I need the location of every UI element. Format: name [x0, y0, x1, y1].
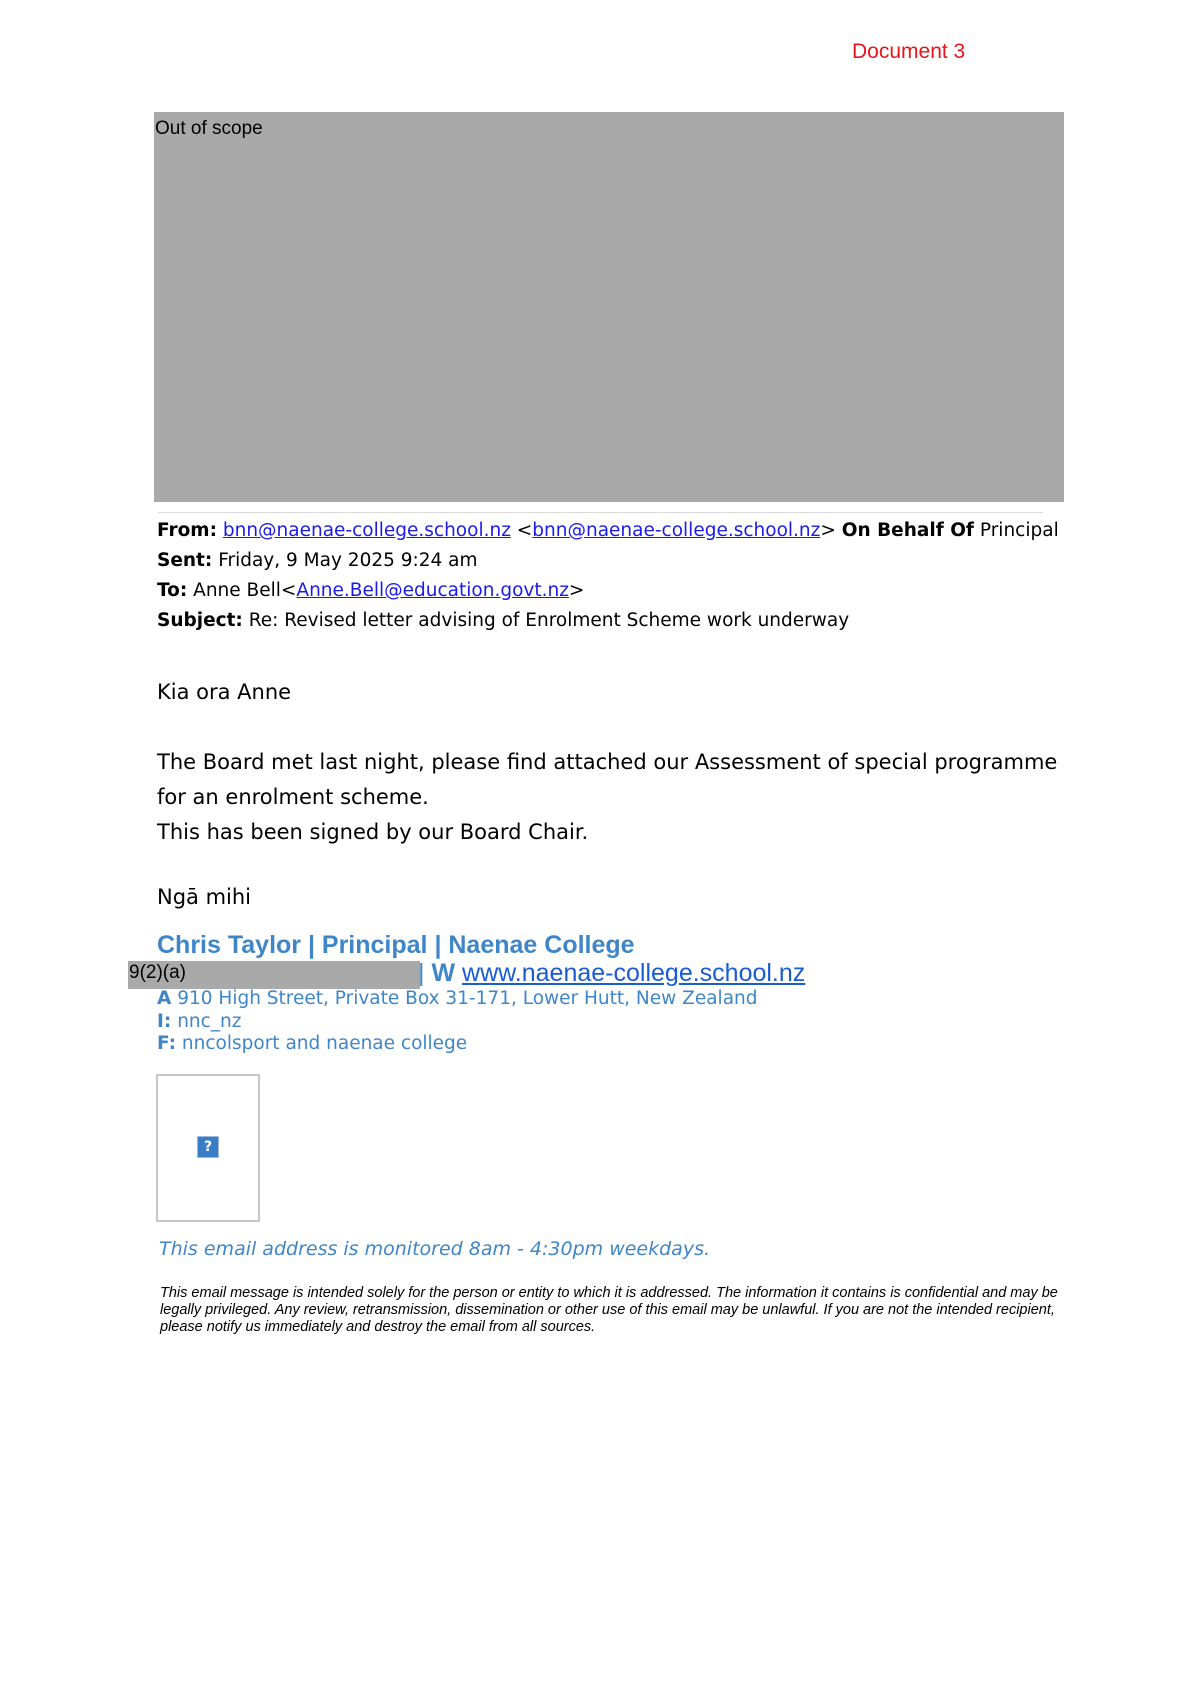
subject-label: Subject: [157, 610, 243, 631]
website-link[interactable]: www.naenae-college.school.nz [462, 959, 806, 987]
broken-image-question-icon: ? [197, 1136, 219, 1158]
header-divider [158, 512, 1043, 513]
from-email-link[interactable]: bnn@naenae-college.school.nz [222, 520, 511, 541]
address-line [157, 988, 758, 1010]
facebook-line [157, 1033, 467, 1055]
address-label: A [157, 988, 172, 1009]
web-label: W [431, 959, 456, 987]
closing: Ngā mihi [157, 885, 252, 909]
to-line: To: Anne Bell<Anne.Bell@education.govt.nz> [157, 580, 585, 601]
signature-name-line: Chris Taylor | Principal | Naenae College [157, 931, 635, 959]
to-name: Anne Bell [193, 580, 281, 601]
subject-line [157, 606, 849, 636]
body-paragraph-line-2: for an enrolment scheme. [157, 785, 429, 809]
instagram-label: I: [157, 1011, 172, 1032]
on-behalf-label: On Behalf Of [841, 520, 974, 541]
from-email-bracket-link[interactable]: bnn@naenae-college.school.nz [532, 520, 821, 541]
subject-value: Re: Revised letter advising of Enrolment Scheme work underway [248, 610, 850, 631]
redaction-label: Out of scope [155, 118, 263, 139]
body-paragraph-line-1: The Board met last night, please find attached our Assessment of special programme [157, 750, 1058, 774]
body-paragraph-line-3: This has been signed by our Board Chair. [157, 820, 589, 844]
web-separator: | [418, 959, 425, 987]
confidentiality-disclaimer: This email message is intended solely for the person or entity to which it is addressed. The information it contains is confidential and may be legally privileged. Any review, retransmission, dissemination or other use of this email may be unlawful. If you are not the intended recipient, please notify us immediately and destroy the email from all sources. [160, 1285, 1058, 1335]
redaction-code: 9(2)(a) [129, 962, 187, 983]
website-line [418, 959, 805, 988]
to-email-link[interactable]: Anne.Bell@education.govt.nz [296, 580, 569, 601]
facebook-label: F: [157, 1033, 177, 1054]
from-label: From: [157, 520, 217, 541]
instagram-value: nnc_nz [177, 1011, 242, 1032]
document-label: Document 3 [852, 40, 966, 63]
to-label: To: [157, 580, 188, 601]
address-value: 910 High Street, Private Box 31-171, Lower Hutt, New Zealand [177, 988, 758, 1009]
signature-redaction [128, 961, 420, 989]
sent-line [157, 546, 478, 576]
signature-image-placeholder [156, 1074, 260, 1222]
from-line: From: bnn@naenae-college.school.nz <bnn@naenae-college.school.nz> On Behalf Of Principal [157, 520, 1059, 541]
instagram-line [157, 1011, 242, 1033]
on-behalf-value: Principal [979, 520, 1059, 541]
greeting: Kia ora Anne [157, 680, 292, 704]
sent-value: Friday, 9 May 2025 9:24 am [218, 550, 478, 571]
sent-label: Sent: [157, 550, 213, 571]
facebook-value: nncolsport and naenae college [181, 1033, 468, 1054]
redaction-block [154, 112, 1064, 502]
monitored-note: This email address is monitored 8am - 4:30pm weekdays. [159, 1238, 711, 1260]
